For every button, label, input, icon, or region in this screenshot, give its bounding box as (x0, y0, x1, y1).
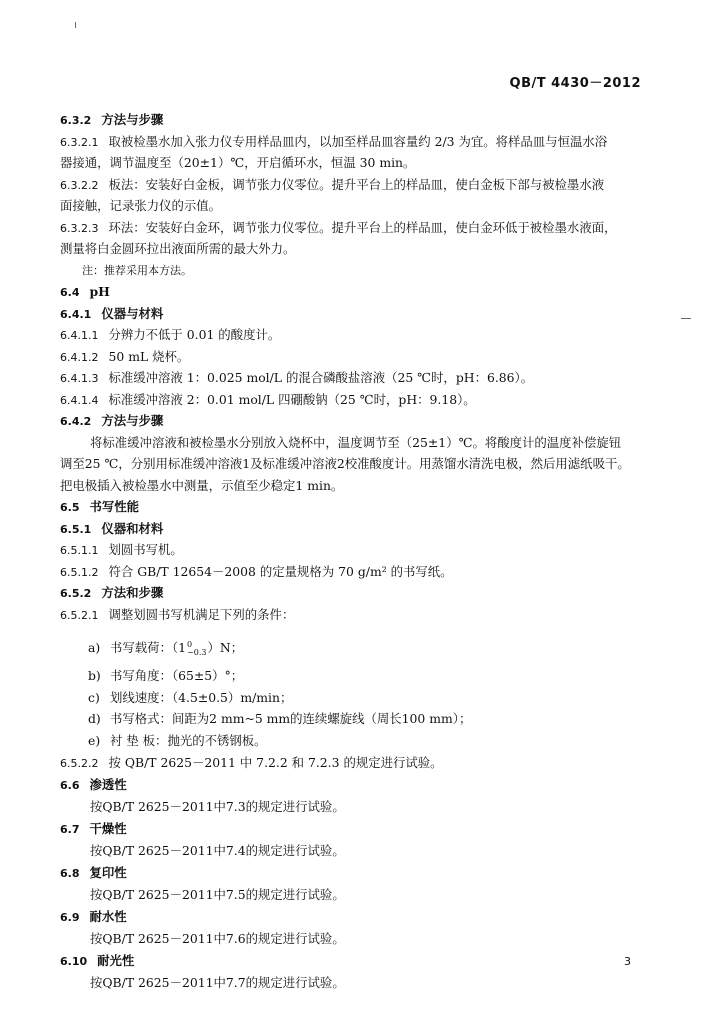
list-item-a (88, 638, 243, 658)
tolerance-lower: −0.3 (187, 647, 207, 657)
clause-6-3-2-1-cont (60, 153, 415, 173)
section-6-9 (60, 907, 127, 928)
section-6-10 (60, 951, 134, 972)
section-6-4-2 (60, 411, 163, 432)
note-text: 注：推荐采用本方法。 (82, 264, 192, 277)
list-text: 衬 垫 板：抛光的不锈钢板。 (110, 733, 267, 748)
paragraph-text: 按QB/T 2625－2011中7.7的规定进行试验。 (90, 975, 345, 990)
list-item-e (88, 731, 267, 751)
clause-6-5-2-2 (60, 753, 443, 774)
list-label: e) (88, 733, 101, 748)
clause-text: 按 QB/T 2625－2011 中 7.2.2 和 7.2.3 的规定进行试验。 (108, 755, 443, 770)
clause-6-3-2-3 (60, 218, 617, 239)
scan-artifact (681, 318, 691, 319)
paragraph-6-4-2-line2 (60, 454, 630, 474)
section-6-3-2 (60, 110, 163, 131)
tolerance (187, 641, 206, 657)
clause-number: 6.3.2.1 (60, 136, 99, 149)
standard-code: QB/T 4430－2012 (509, 76, 641, 91)
clause-text: 标准缓冲溶液 2：0.01 mol/L 四硼酸钠（25 ℃时，pH：9.18）。 (108, 392, 476, 407)
paragraph-text: 把电极插入被检墨水中测量，示值至少稳定1 min。 (60, 478, 344, 493)
list-item-d (88, 709, 471, 729)
section-6-5-1 (60, 519, 163, 540)
section-title: 耐水性 (89, 909, 127, 924)
section-title: pH (89, 284, 110, 299)
paragraph-6-8 (90, 885, 345, 905)
note (82, 261, 192, 281)
section-number: 6.10 (60, 955, 88, 968)
paragraph-text: 按QB/T 2625－2011中7.6的规定进行试验。 (90, 931, 345, 946)
section-title: 复印性 (89, 865, 127, 880)
section-title: 方法与步骤 (101, 112, 164, 127)
scan-artifact (75, 22, 76, 28)
paragraph-text: 按QB/T 2625－2011中7.4的规定进行试验。 (90, 843, 345, 858)
paragraph-6-7 (90, 841, 345, 861)
list-label: d) (88, 711, 101, 726)
section-number: 6.3.2 (60, 114, 92, 127)
section-6-7 (60, 819, 127, 840)
clause-number: 6.5.2.1 (60, 609, 99, 622)
clause-6-5-2-1 (60, 605, 294, 626)
list-text: 书写角度：（65±5）°； (110, 668, 244, 683)
paragraph-text: 按QB/T 2625－2011中7.3的规定进行试验。 (90, 799, 345, 814)
clause-number: 6.5.1.1 (60, 544, 99, 557)
section-number: 6.4.2 (60, 415, 92, 428)
section-number: 6.5.2 (60, 587, 92, 600)
clause-number: 6.4.1.3 (60, 372, 99, 385)
paragraph-6-10 (90, 973, 345, 993)
section-title: 仪器与材料 (101, 306, 164, 321)
clause-text: 测量将白金圆环拉出液面所需的最大外力。 (60, 241, 296, 256)
clause-6-3-2-1 (60, 132, 607, 153)
list-label: b) (88, 668, 101, 683)
section-number: 6.5 (60, 501, 80, 514)
clause-number: 6.4.1.2 (60, 351, 99, 364)
clause-6-3-2-2 (60, 175, 604, 196)
clause-text: 50 mL 烧杯。 (108, 349, 190, 364)
clause-number: 6.3.2.2 (60, 179, 99, 192)
clause-text: 取被检墨水加入张力仪专用样品皿内，以加至样品皿容量约 2/3 为宜。将样品皿与恒温水浴 (108, 134, 608, 149)
paragraph-text: 将标准缓冲溶液和被检墨水分别放入烧杯中，温度调节至（25±1）℃。将酸度计的温度补偿旋钮 (90, 435, 622, 450)
section-number: 6.6 (60, 779, 80, 792)
paragraph-6-9 (90, 929, 345, 949)
paragraph-text: 调至25 ℃，分别用标准缓冲溶液1及标准缓冲溶液2校准酸度计。用蒸馏水清洗电极，然后用滤纸吸干。 (60, 456, 630, 471)
clause-text: 分辨力不低于 0.01 的酸度计。 (108, 327, 281, 342)
section-6-8 (60, 863, 127, 884)
section-title: 耐光性 (97, 953, 135, 968)
list-text: 书写载荷：（1 (110, 640, 187, 655)
paragraph-text: 按QB/T 2625－2011中7.5的规定进行试验。 (90, 887, 345, 902)
clause-number: 6.5.1.2 (60, 566, 99, 579)
clause-6-3-2-3-cont (60, 239, 295, 259)
clause-6-5-1-2 (60, 562, 453, 583)
section-number: 6.7 (60, 823, 80, 836)
section-6-5-2 (60, 583, 163, 604)
section-title: 方法与步骤 (101, 413, 164, 428)
clause-text: 面接触，记录张力仪的示值。 (60, 198, 222, 213)
paragraph-6-6 (90, 797, 345, 817)
tolerance-upper: 0 (187, 639, 193, 649)
paragraph-6-4-2-line1 (90, 433, 621, 453)
paragraph-6-4-2-line3 (60, 476, 343, 496)
section-title: 书写性能 (89, 499, 140, 514)
section-number: 6.8 (60, 867, 80, 880)
section-title: 仪器和材料 (101, 521, 164, 536)
clause-6-4-1-1 (60, 325, 280, 346)
clause-number: 6.3.2.3 (60, 222, 99, 235)
clause-number: 6.4.1.4 (60, 394, 99, 407)
clause-6-4-1-2 (60, 347, 189, 368)
list-text-end: ）N； (207, 640, 244, 655)
clause-text: 板法：安装好白金板，调节张力仪零位。提升平台上的样品皿，使白金板下部与被检墨水液 (108, 177, 605, 192)
list-item-c (88, 688, 292, 708)
section-6-5 (60, 497, 139, 518)
clause-number: 6.5.2.2 (60, 757, 99, 770)
clause-text: 环法：安装好白金环，调节张力仪零位。提升平台上的样品皿，使白金环低于被检墨水液面， (108, 220, 617, 235)
clause-6-4-1-4 (60, 390, 476, 411)
clause-6-5-1-1 (60, 540, 183, 561)
list-label: a) (88, 640, 101, 655)
page-number: 3 (624, 955, 631, 968)
section-title: 方法和步骤 (101, 585, 164, 600)
section-title: 渗透性 (89, 777, 127, 792)
clause-text: 器接通，调节温度至（20±1）℃，开启循环水，恒温 30 min。 (60, 155, 416, 170)
list-text: 书写格式：间距为2 mm~5 mm的连续螺旋线（周长100 mm）； (110, 711, 472, 726)
list-label: c) (88, 690, 100, 705)
section-number: 6.4.1 (60, 308, 92, 321)
clause-number: 6.4.1.1 (60, 329, 99, 342)
clause-text: 调整划圆书写机满足下列的条件： (108, 607, 295, 622)
section-6-6 (60, 775, 127, 796)
list-text: 划线速度：（4.5±0.5）m/min； (110, 690, 293, 705)
clause-6-4-1-3 (60, 368, 533, 389)
clause-6-3-2-2-cont (60, 196, 221, 216)
clause-text: 符合 GB/T 12654－2008 的定量规格为 70 g/m² 的书写纸。 (108, 564, 453, 579)
section-6-4 (60, 282, 110, 303)
clause-text: 划圆书写机。 (108, 542, 183, 557)
section-number: 6.4 (60, 286, 80, 299)
list-item-b (88, 666, 243, 686)
clause-text: 标准缓冲溶液 1：0.025 mol/L 的混合磷酸盐溶液（25 ℃时，pH：6.86）。 (108, 370, 534, 385)
section-6-4-1 (60, 304, 163, 325)
section-title: 干燥性 (89, 821, 127, 836)
section-number: 6.9 (60, 911, 80, 924)
section-number: 6.5.1 (60, 523, 92, 536)
